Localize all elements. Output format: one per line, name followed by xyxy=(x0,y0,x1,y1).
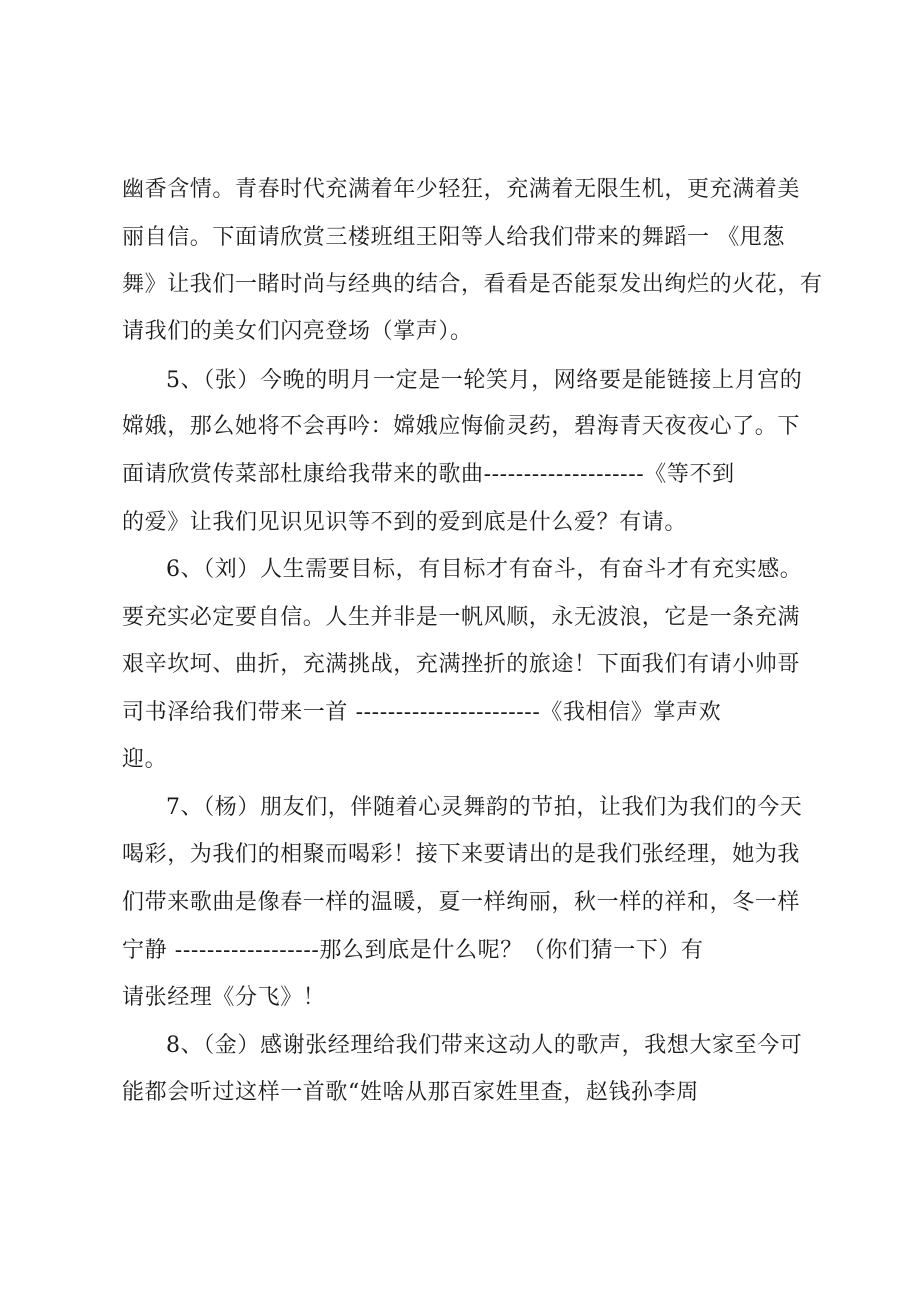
body-text-line: 迎。 xyxy=(122,747,168,772)
paragraph-7-start: 7、（杨）朋友们，伴随着心灵舞韵的节拍，让我们为我们的今天 xyxy=(166,795,803,820)
body-text-line: 能都会听过这样一首歌“姓啥从那百家姓里查，赵钱孙李周 xyxy=(122,1080,699,1105)
body-text-line: 面请欣赏传菜部杜康给我带来的歌曲--------------------《等不到 xyxy=(122,462,735,487)
body-text-line: 请我们的美女们闪亮登场（掌声）。 xyxy=(122,319,473,344)
body-text-line: 的爱》让我们见识见识等不到的爱到底是什么爱？有请。 xyxy=(122,510,688,535)
body-text-line: 丽自信。下面请欣赏三楼班组王阳等人给我们带来的舞蹈一 《甩葱 xyxy=(122,225,785,250)
paragraph-5-start: 5、（张）今晚的明月一定是一轮笑月，网络要是能链接上月宫的 xyxy=(166,368,803,393)
body-text-line: 司书泽给我们带来一首 -----------------------《我相信》掌声欢 xyxy=(122,700,722,725)
body-text-line: 宁静 ------------------那么到底是什么呢？（你们猜一下）有 xyxy=(122,938,704,963)
paragraph-6-start: 6、（刘）人生需要目标，有目标才有奋斗，有奋斗才有充实感。 xyxy=(166,557,803,582)
body-text-line: 喝彩，为我们的相聚而喝彩！接下来要请出的是我们张经理，她为我 xyxy=(122,842,801,867)
body-text-line: 请张经理《分飞》！ xyxy=(122,985,326,1010)
body-text-line: 幽香含情。青春时代充满着年少轻狂，充满着无限生机，更充满着美 xyxy=(122,177,801,202)
paragraph-8-start: 8、（金）感谢张经理给我们带来这动人的歌声，我想大家至今可 xyxy=(166,1033,803,1058)
body-text-line: 舞》让我们一睹时尚与经典的结合，看看是否能泵发出绚烂的火花，有 xyxy=(122,272,823,297)
body-text-line: 艰辛坎坷、曲折，充满挑战，充满挫折的旅途！下面我们有请小帅哥 xyxy=(122,652,801,677)
body-text-line: 嫦娥，那么她将不会再吟：嫦娥应悔偷灵药，碧海青天夜夜心了。下 xyxy=(122,414,801,439)
body-text-line: 要充实必定要自信。人生并非是一帆风顺，永无波浪，它是一条充满 xyxy=(122,605,801,630)
body-text-line: 们带来歌曲是像春一样的温暖，夏一样绚丽，秋一样的祥和，冬一样 xyxy=(122,890,801,915)
